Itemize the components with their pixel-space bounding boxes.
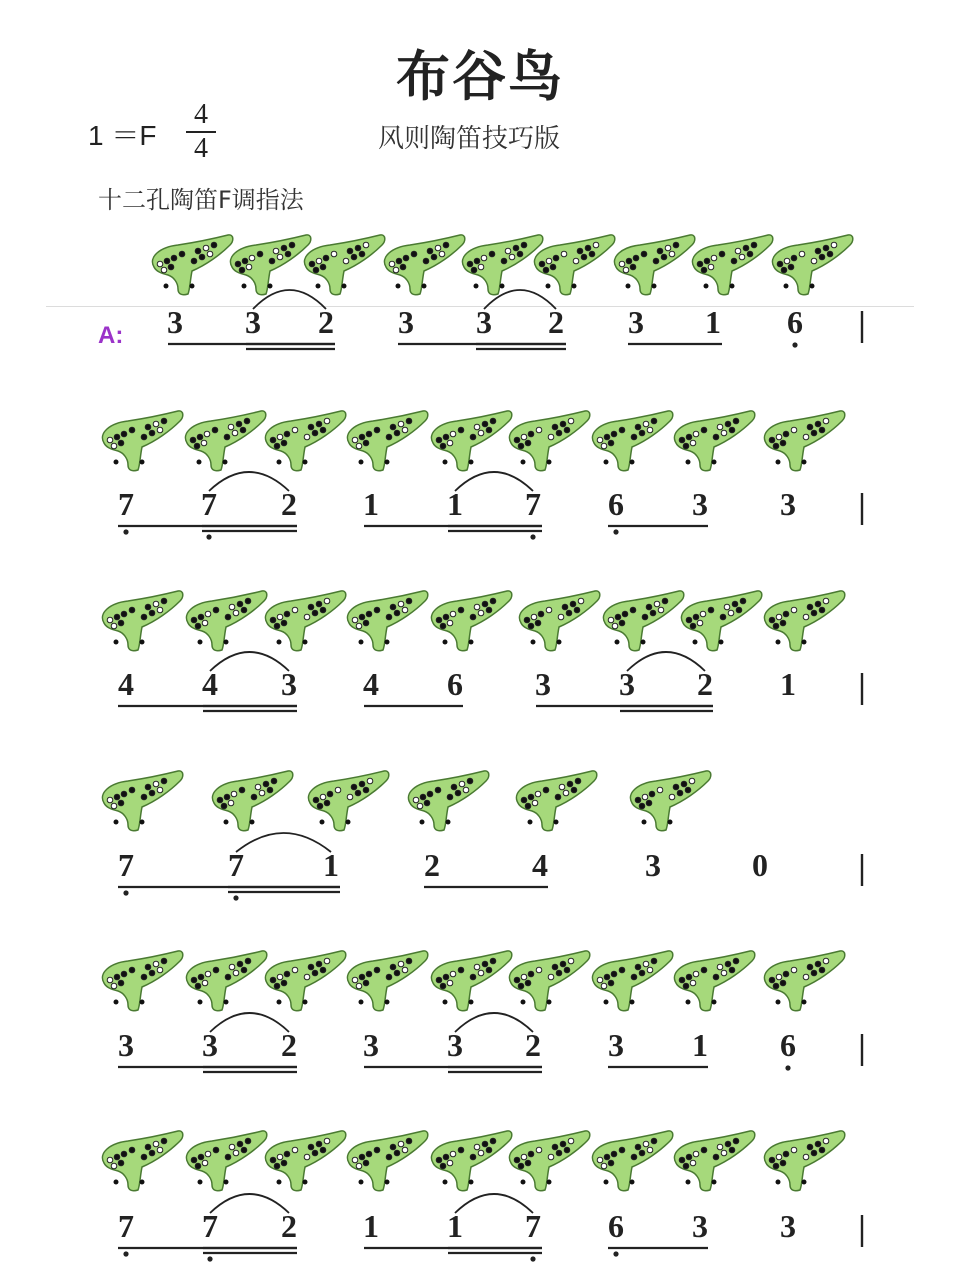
slur <box>209 472 289 491</box>
slur <box>210 1013 289 1032</box>
jianpu-note: 3 <box>692 486 708 522</box>
jianpu-note: 6 <box>608 486 624 522</box>
slur <box>627 652 705 671</box>
ocarina-icon <box>347 411 427 471</box>
ocarina-icon <box>265 591 345 651</box>
jianpu-note: 7 <box>525 486 541 522</box>
jianpu-note: 4 <box>202 666 218 702</box>
ocarina-icon <box>772 235 852 295</box>
jianpu-note: 7 <box>201 486 217 522</box>
octave-dot <box>530 1256 535 1261</box>
slur <box>455 1194 533 1213</box>
jianpu-note: 6 <box>780 1027 796 1063</box>
ocarina-icon <box>674 1131 754 1191</box>
ocarina-icon <box>431 1131 511 1191</box>
ocarina-icon <box>681 591 761 651</box>
jianpu-note: 2 <box>318 304 334 340</box>
jianpu-note: 3 <box>245 304 261 340</box>
arrangement-subtitle: 风则陶笛技巧版 <box>378 124 561 154</box>
octave-dot <box>613 1251 618 1256</box>
jianpu-note: 1 <box>447 486 463 522</box>
jianpu-note: 2 <box>548 304 564 340</box>
ocarina-icon <box>347 1131 427 1191</box>
ocarina-icon <box>462 235 542 295</box>
jianpu-note: 3 <box>619 666 635 702</box>
ocarina-icon <box>431 591 511 651</box>
ocarina-icon <box>230 235 310 295</box>
ocarina-icon <box>764 951 844 1011</box>
jianpu-note: 3 <box>281 666 297 702</box>
ocarina-icon <box>519 591 599 651</box>
jianpu-note: 3 <box>535 666 551 702</box>
ocarina-icon <box>764 591 844 651</box>
jianpu-note: 6 <box>608 1208 624 1244</box>
jianpu-note: 4 <box>532 847 548 883</box>
ocarina-icon <box>630 771 710 831</box>
jianpu-note: 7 <box>525 1208 541 1244</box>
octave-dot <box>123 890 128 895</box>
ocarina-icon <box>592 411 672 471</box>
jianpu-note: 6 <box>787 304 803 340</box>
ocarina-icon <box>212 771 292 831</box>
ocarina-icon <box>408 771 488 831</box>
ocarina-icon <box>152 235 232 295</box>
ocarina-icon <box>102 591 182 651</box>
ocarina-icon <box>674 411 754 471</box>
ocarina-icon <box>692 235 772 295</box>
ocarina-icon <box>592 1131 672 1191</box>
ocarina-icon <box>509 1131 589 1191</box>
ocarina-icon <box>186 951 266 1011</box>
ocarina-icon <box>384 235 464 295</box>
ocarina-icon <box>431 951 511 1011</box>
jianpu-note: 1 <box>447 1208 463 1244</box>
ocarina-icon <box>347 591 427 651</box>
slur <box>210 652 289 671</box>
jianpu-note: 7 <box>118 486 134 522</box>
slur <box>236 833 331 852</box>
jianpu-note: 3 <box>118 1027 134 1063</box>
time-signature-top: 4 <box>194 99 208 130</box>
jianpu-note: 3 <box>202 1027 218 1063</box>
octave-dot <box>530 534 535 539</box>
jianpu-note: 2 <box>281 1027 297 1063</box>
jianpu-note: 3 <box>780 1208 796 1244</box>
jianpu-note: 4 <box>363 666 379 702</box>
jianpu-note: 3 <box>608 1027 624 1063</box>
jianpu-note: 2 <box>281 1208 297 1244</box>
jianpu-note: 7 <box>118 1208 134 1244</box>
octave-dot <box>792 342 797 347</box>
jianpu-note: 3 <box>645 847 661 883</box>
jianpu-note: 7 <box>118 847 134 883</box>
jianpu-note: 3 <box>447 1027 463 1063</box>
ocarina-icon <box>102 771 182 831</box>
fingering-note: 十二孔陶笛F调指法 <box>98 186 304 214</box>
ocarina-icon <box>347 951 427 1011</box>
ocarina-icon <box>592 951 672 1011</box>
jianpu-note: 2 <box>424 847 440 883</box>
ocarina-icon <box>534 235 614 295</box>
jianpu-note: 1 <box>692 1027 708 1063</box>
ocarina-icon <box>102 1131 182 1191</box>
key-signature: 1 ＝F <box>88 120 157 151</box>
octave-dot <box>613 529 618 534</box>
ocarina-icon <box>509 411 589 471</box>
jianpu-note: 6 <box>447 666 463 702</box>
ocarina-icon <box>308 771 388 831</box>
slur <box>455 472 533 491</box>
ocarina-icon <box>102 951 182 1011</box>
ocarina-icon <box>185 411 265 471</box>
jianpu-note: 2 <box>281 486 297 522</box>
jianpu-note: 0 <box>752 847 768 883</box>
jianpu-note: 1 <box>363 486 379 522</box>
ocarina-icon <box>304 235 384 295</box>
jianpu-note: 1 <box>705 304 721 340</box>
jianpu-note: 3 <box>167 304 183 340</box>
ocarina-icon <box>102 411 182 471</box>
jianpu-note: 3 <box>476 304 492 340</box>
song-title: 布谷鸟 <box>396 45 564 108</box>
ocarina-icon <box>764 411 844 471</box>
ocarina-icon <box>674 951 754 1011</box>
ocarina-icon <box>265 1131 345 1191</box>
jianpu-note: 1 <box>363 1208 379 1244</box>
octave-dot <box>785 1065 790 1070</box>
ocarina-icon <box>265 951 345 1011</box>
ocarina-icon <box>764 1131 844 1191</box>
jianpu-note: 3 <box>780 486 796 522</box>
jianpu-note: 2 <box>697 666 713 702</box>
jianpu-note: 1 <box>323 847 339 883</box>
ocarina-icon <box>509 951 589 1011</box>
octave-dot <box>206 534 211 539</box>
ocarina-icon <box>431 411 511 471</box>
ocarina-icon <box>186 1131 266 1191</box>
ocarina-icon <box>265 411 345 471</box>
jianpu-note: 4 <box>118 666 134 702</box>
octave-dot <box>233 895 238 900</box>
jianpu-note: 3 <box>692 1208 708 1244</box>
jianpu-note: 1 <box>780 666 796 702</box>
section-label: A: <box>98 322 124 349</box>
ocarina-icon <box>186 591 266 651</box>
time-signature-bottom: 4 <box>194 133 208 164</box>
jianpu-note: 7 <box>228 847 244 883</box>
slur <box>455 1013 533 1032</box>
octave-dot <box>123 529 128 534</box>
jianpu-note: 2 <box>525 1027 541 1063</box>
jianpu-note: 3 <box>398 304 414 340</box>
jianpu-note: 3 <box>363 1027 379 1063</box>
ocarina-icon <box>516 771 596 831</box>
jianpu-note: 7 <box>202 1208 218 1244</box>
ocarina-icon <box>614 235 694 295</box>
octave-dot <box>123 1251 128 1256</box>
slur <box>210 1194 289 1213</box>
octave-dot <box>207 1256 212 1261</box>
jianpu-note: 3 <box>628 304 644 340</box>
ocarina-icon <box>603 591 683 651</box>
